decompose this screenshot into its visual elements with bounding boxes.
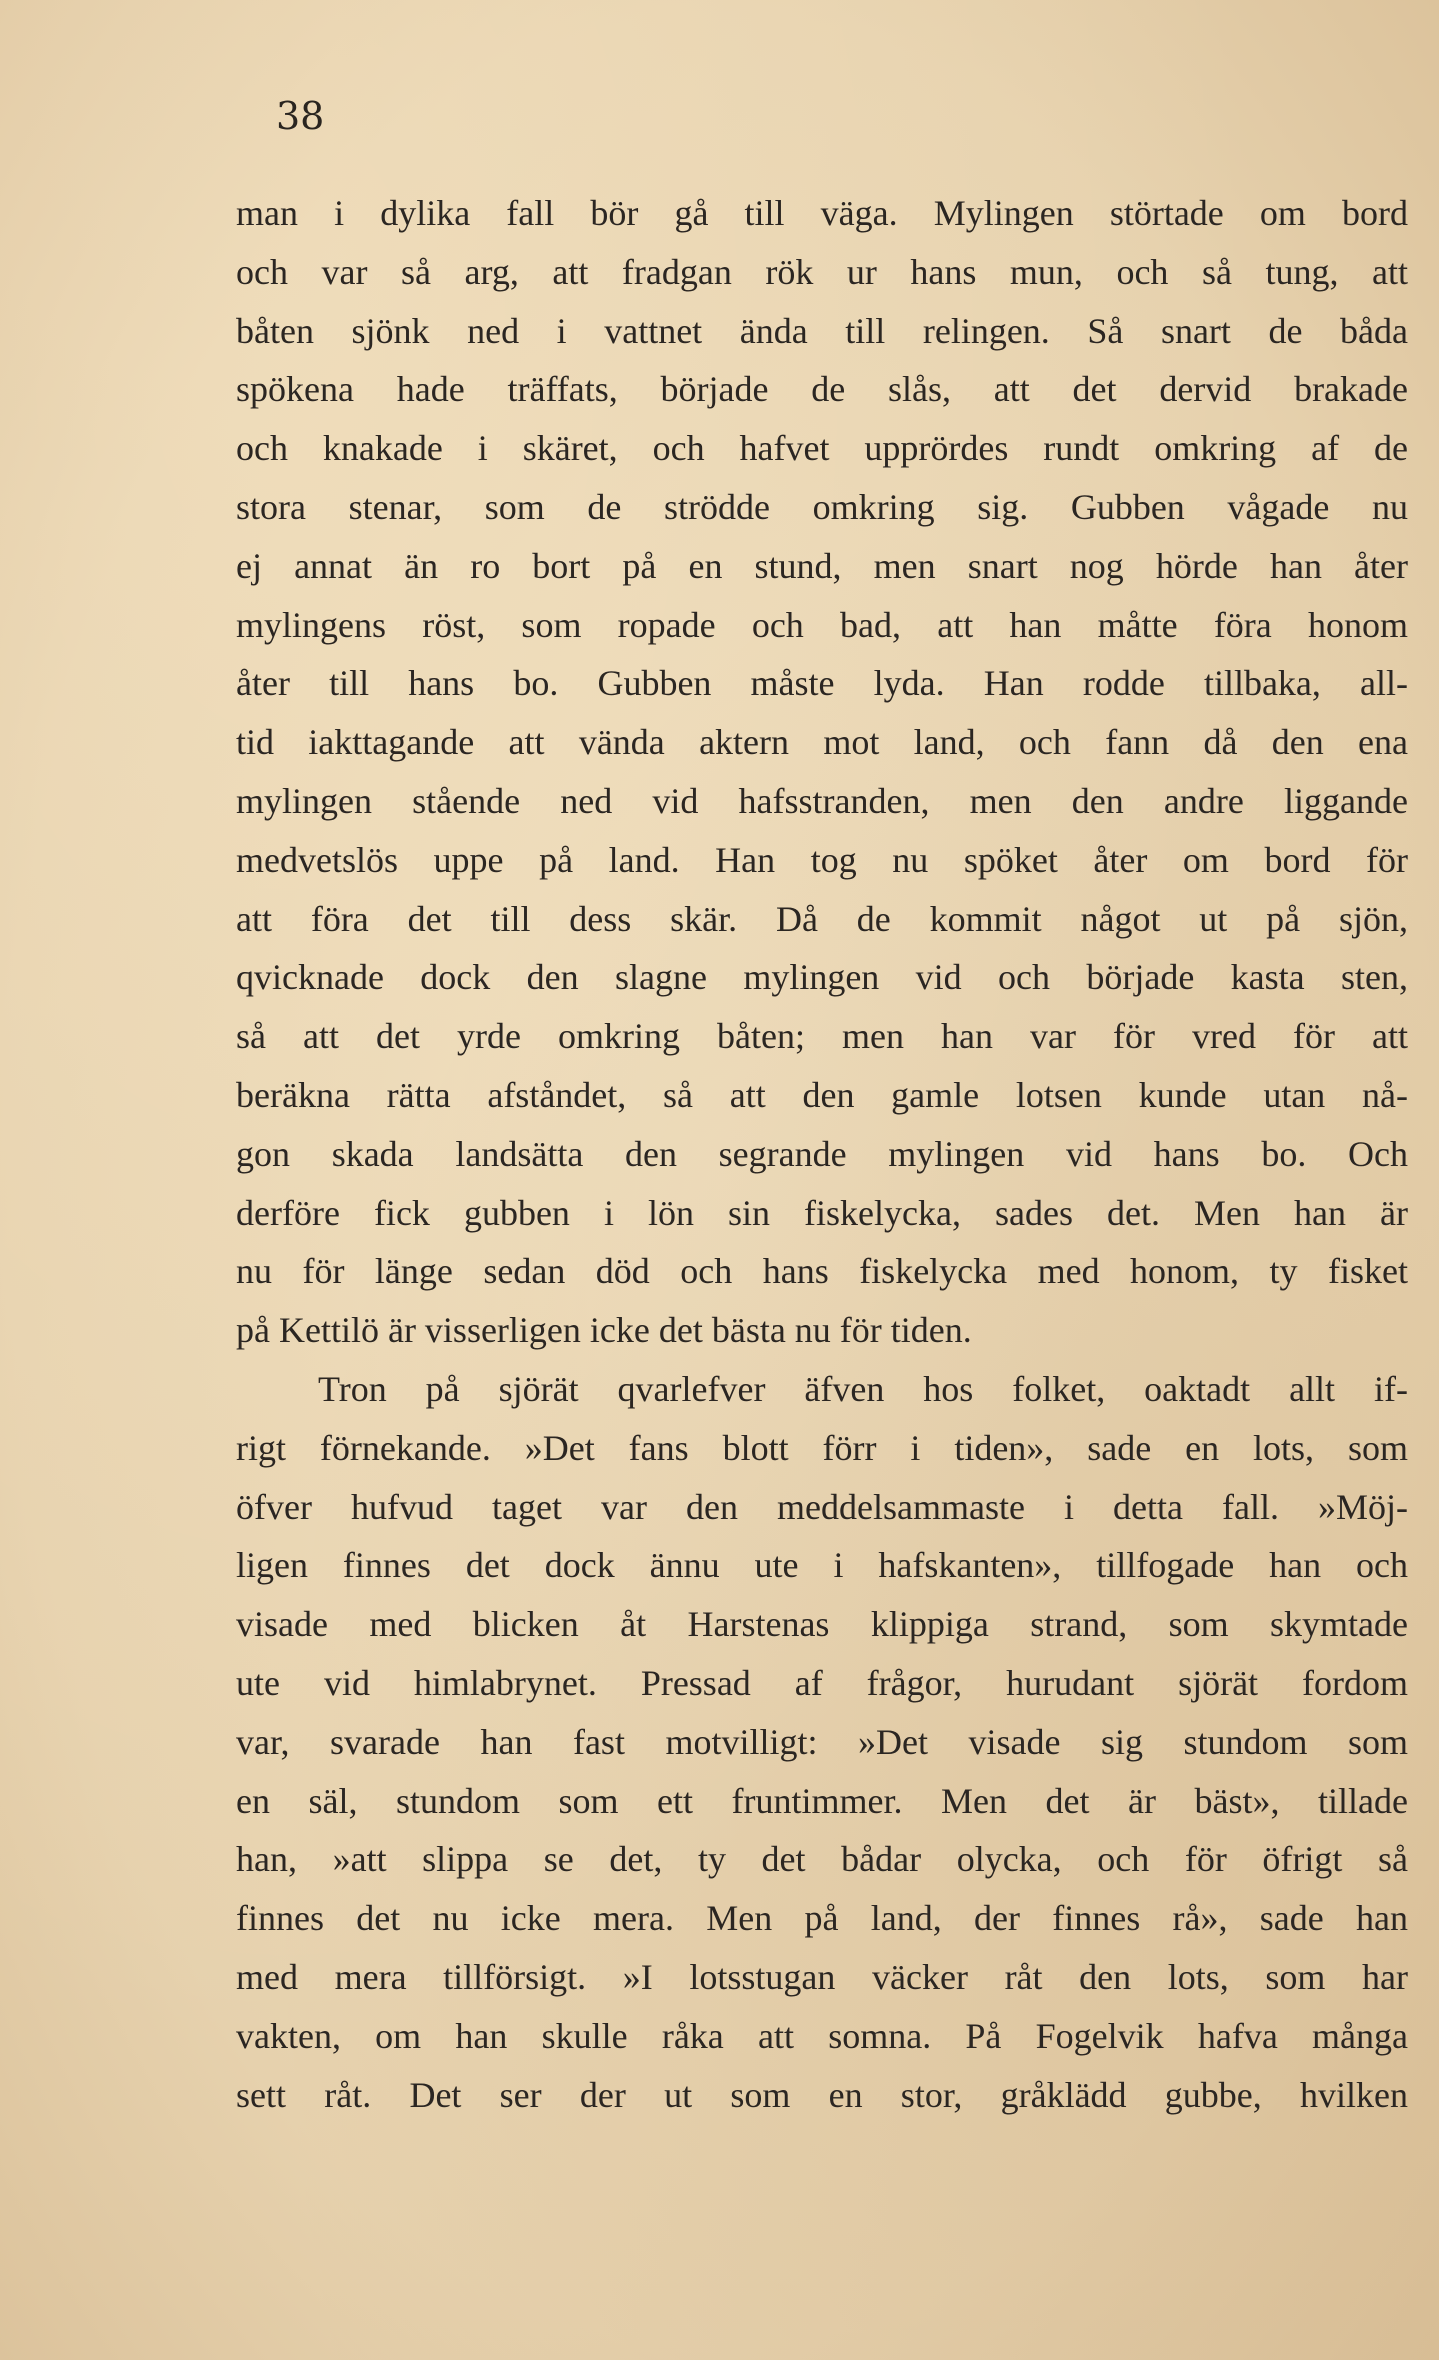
text-line: rigt förnekande. »Det fans blott förr i tiden», sade en lots, som [236,1427,1408,1468]
text-line: vakten, om han skulle råka att somna. På Fogelvik hafva många [236,2015,1408,2056]
text-line: man i dylika fall bör gå till väga. Mylingen störtade om bord [236,193,1408,233]
text-line: ute vid himlabrynet. Pressad af frågor, hurudant sjörät fordom [236,1662,1408,1703]
text-line-paragraph-end: på Kettilö är visserligen icke det bästa nu för tiden. [236,1310,972,1351]
text-line: att föra det till dess skär. Då de kommit något ut på sjön, [236,898,1408,939]
body-text [236,184,1408,2124]
text-line-paragraph-start: Tron på sjörät qvarlefver äfven hos folket, oaktadt allt if- [318,1368,1408,1409]
text-line: sett råt. Det ser der ut som en stor, gråklädd gubbe, hvilken [236,2074,1408,2115]
text-line: öfver hufvud taget var den meddelsammaste i detta fall. »Möj- [236,1486,1408,1527]
text-line: mylingen stående ned vid hafsstranden, men den andre liggande [236,780,1408,821]
text-line: stora stenar, som de strödde omkring sig. Gubben vågade nu [236,486,1408,527]
text-line: gon skada landsätta den segrande mylingen vid hans bo. Och [236,1133,1408,1174]
text-line: finnes det nu icke mera. Men på land, der finnes rå», sade han [236,1898,1408,1939]
text-line: han, »att slippa se det, ty det bådar olycka, och för öfrigt så [236,1839,1408,1880]
text-line: medvetslös uppe på land. Han tog nu spöket åter om bord för [236,839,1408,880]
text-line: qvicknade dock den slagne mylingen vid och började kasta sten, [236,957,1408,998]
text-line: båten sjönk ned i vattnet ända till relingen. Så snart de båda [236,310,1408,351]
page-number: 38 [276,94,325,138]
text-line: en säl, stundom som ett fruntimmer. Men det är bäst», tillade [236,1780,1408,1821]
text-line: mylingens röst, som ropade och bad, att han måtte föra honom [236,604,1408,645]
text-line: och var så arg, att fradgan rök ur hans mun, och så tung, att [236,251,1408,292]
text-line: spökena hade träffats, började de slås, att det dervid brakade [236,369,1408,410]
text-line: tid iakttagande att vända aktern mot land, och fann då den ena [236,722,1408,763]
text-line: derföre fick gubben i lön sin fiskelycka, sades det. Men han är [236,1192,1408,1233]
text-line: ej annat än ro bort på en stund, men snart nog hörde han åter [236,545,1408,586]
text-line: nu för länge sedan död och hans fiskelycka med honom, ty fisket [236,1251,1408,1292]
text-line: åter till hans bo. Gubben måste lyda. Han rodde tillbaka, all- [236,663,1408,704]
text-line: så att det yrde omkring båten; men han var för vred för att [236,1016,1408,1057]
text-line: visade med blicken åt Harstenas klippiga strand, som skymtade [236,1604,1408,1645]
text-line: och knakade i skäret, och hafvet upprördes rundt omkring af de [236,428,1408,469]
text-line: ligen finnes det dock ännu ute i hafskanten», tillfogade han och [236,1545,1408,1586]
text-line: var, svarade han fast motvilligt: »Det visade sig stundom som [236,1721,1408,1762]
text-line: med mera tillförsigt. »I lotsstugan väcker råt den lots, som har [236,1956,1408,1997]
text-line: beräkna rätta afståndet, så att den gamle lotsen kunde utan nå- [236,1074,1408,1115]
